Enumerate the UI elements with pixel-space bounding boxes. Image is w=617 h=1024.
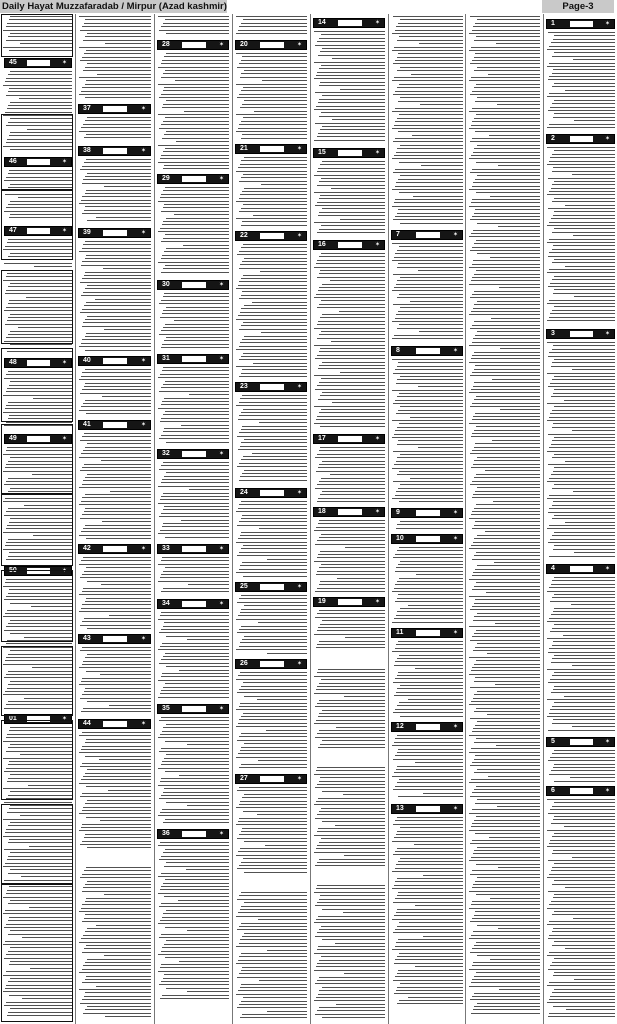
boxed-notice (1, 720, 73, 800)
newspaper-logo-icon: ✶ (374, 508, 380, 515)
newspaper-logo-icon: ✶ (296, 383, 302, 390)
header-white-box (182, 546, 206, 552)
notice-header (313, 240, 385, 250)
newspaper-logo-icon: ✶ (61, 227, 67, 234)
text-lines (157, 367, 229, 447)
text-lines (391, 547, 463, 626)
text-lines (235, 892, 307, 1022)
notice-header (391, 804, 463, 814)
notice-header (78, 719, 151, 729)
newspaper-logo-icon: ✶ (218, 281, 224, 288)
header-white-box (260, 42, 284, 48)
text-lines (546, 799, 615, 1022)
notice-number: 50 (9, 567, 17, 574)
notice-header (157, 544, 229, 554)
text-lines (157, 53, 229, 172)
notice-header (391, 346, 463, 356)
newspaper-logo-icon: ✶ (296, 145, 302, 152)
notice-number: 12 (396, 723, 404, 730)
text-lines (313, 669, 385, 752)
header-white-box (416, 232, 440, 238)
header-white-box (416, 630, 440, 636)
header-white-box (416, 510, 440, 516)
header-white-box (260, 490, 284, 496)
notice-number: 5 (551, 738, 555, 745)
notice-header (157, 704, 229, 714)
newspaper-logo-icon: ✶ (61, 715, 67, 722)
notice-header (391, 230, 463, 240)
text-lines (157, 612, 229, 702)
page-label: Page-3 (542, 0, 614, 13)
notice-number: 24 (240, 489, 248, 496)
text-lines (78, 557, 151, 632)
newspaper-logo-icon: ✶ (604, 135, 610, 142)
notice-header (313, 507, 385, 517)
column-rule (310, 14, 311, 1024)
header-white-box (338, 509, 362, 515)
header-white-box (182, 176, 206, 182)
text-lines (78, 16, 151, 102)
notice-header (157, 449, 229, 459)
text-lines (78, 433, 151, 542)
notice-number: 38 (83, 147, 91, 154)
notice-number: 22 (240, 232, 248, 239)
text-lines (546, 750, 615, 784)
text-lines (235, 16, 307, 38)
newspaper-logo-icon: ✶ (604, 330, 610, 337)
notice-number: 16 (318, 241, 326, 248)
newspaper-logo-icon: ✶ (452, 629, 458, 636)
text-lines (313, 520, 385, 595)
text-lines (391, 521, 463, 532)
text-lines (235, 501, 307, 580)
text-lines (78, 117, 151, 144)
header-white-box (338, 150, 362, 156)
newspaper-logo-icon: ✶ (604, 20, 610, 27)
notice-header (78, 420, 151, 430)
notice-number: 36 (162, 830, 170, 837)
header-white-box (260, 584, 284, 590)
header-white-box (182, 601, 206, 607)
header-white-box (182, 356, 206, 362)
boxed-notice (1, 884, 73, 1022)
notice-number: 11 (396, 629, 404, 636)
boxed-notice (1, 570, 73, 642)
newspaper-logo-icon: ✶ (218, 175, 224, 182)
boxed-notice (1, 190, 73, 260)
notice-number: 30 (162, 281, 170, 288)
header-white-box (570, 788, 593, 794)
header-white-box (103, 422, 127, 428)
column-8 (544, 14, 617, 1024)
column-rule (388, 14, 389, 1024)
notice-header (78, 544, 151, 554)
text-lines (235, 787, 307, 877)
notice-number: 18 (318, 508, 326, 515)
notice-number: 4 (551, 565, 555, 572)
notice-number: 49 (9, 435, 17, 442)
notice-number: 26 (240, 660, 248, 667)
notice-number: 13 (396, 805, 404, 812)
newspaper-logo-icon: ✶ (452, 805, 458, 812)
notice-header (546, 19, 615, 29)
newspaper-logo-icon: ✶ (218, 355, 224, 362)
column-4 (233, 14, 309, 1024)
header-white-box (260, 233, 284, 239)
column-2 (76, 14, 153, 1024)
boxed-notice (1, 646, 73, 716)
newspaper-logo-icon: ✶ (452, 347, 458, 354)
notice-number: 1 (551, 20, 555, 27)
notice-header (157, 40, 229, 50)
header-white-box (416, 724, 440, 730)
boxed-notice (1, 114, 73, 190)
notice-number: 20 (240, 41, 248, 48)
header-white-box (570, 739, 593, 745)
notice-number: 47 (9, 227, 17, 234)
notice-header (391, 628, 463, 638)
header-white-box (260, 384, 284, 390)
header-white-box (416, 348, 440, 354)
boxed-notice (1, 424, 73, 494)
newspaper-logo-icon: ✶ (452, 509, 458, 516)
column-5 (311, 14, 387, 1024)
header-white-box (27, 60, 49, 66)
notice-number: 3 (551, 330, 555, 337)
boxed-notice (1, 270, 73, 344)
text-lines (546, 342, 615, 562)
header-white-box (260, 776, 284, 782)
notice-number: 14 (318, 19, 326, 26)
notice-number: 32 (162, 450, 170, 457)
notice-header (235, 231, 307, 241)
text-lines (235, 595, 307, 657)
notice-header (391, 534, 463, 544)
newspaper-logo-icon: ✶ (296, 489, 302, 496)
text-lines (313, 447, 385, 505)
notice-number: 10 (396, 535, 404, 542)
text-lines (546, 147, 615, 327)
text-lines (78, 867, 151, 1022)
header-white-box (338, 242, 362, 248)
notice-number: 29 (162, 175, 170, 182)
notice-number: 21 (240, 145, 248, 152)
text-lines (391, 359, 463, 506)
header-white-box (103, 106, 127, 112)
header-white-box (103, 546, 127, 552)
notice-number: 25 (240, 583, 248, 590)
notice-number: 23 (240, 383, 248, 390)
text-lines (157, 462, 229, 542)
newspaper-logo-icon: ✶ (296, 775, 302, 782)
notice-number: 31 (162, 355, 170, 362)
newspaper-logo-icon: ✶ (61, 359, 67, 366)
newspaper-logo-icon: ✶ (218, 41, 224, 48)
text-lines (157, 1020, 229, 1022)
text-lines (313, 767, 385, 870)
newspaper-logo-icon: ✶ (218, 600, 224, 607)
notice-number: 6 (551, 787, 555, 794)
notice-header (546, 786, 615, 796)
newspaper-logo-icon: ✶ (218, 830, 224, 837)
newspaper-logo-icon: ✶ (61, 59, 67, 66)
notice-number: 41 (83, 421, 91, 428)
notice-header (157, 829, 229, 839)
notice-number: 48 (9, 359, 17, 366)
column-rule (232, 14, 233, 1024)
text-lines (235, 395, 307, 486)
notice-number: 45 (9, 59, 17, 66)
notice-header (313, 18, 385, 28)
text-lines (391, 16, 463, 228)
text-lines (235, 244, 307, 380)
notice-header (157, 599, 229, 609)
newspaper-logo-icon: ✶ (296, 660, 302, 667)
boxed-notice (1, 348, 73, 422)
text-lines (313, 253, 385, 432)
notice-number: 44 (83, 720, 91, 727)
text-lines (157, 717, 229, 827)
column-rule (75, 14, 76, 1024)
newspaper-logo-icon: ✶ (61, 435, 67, 442)
header-white-box (182, 282, 206, 288)
notice-header (235, 40, 307, 50)
header-white-box (338, 599, 362, 605)
header-white-box (103, 230, 127, 236)
header-white-box (570, 566, 593, 572)
text-lines (313, 885, 385, 1022)
header-white-box (570, 21, 593, 27)
column-1 (0, 14, 74, 1024)
header-white-box (182, 451, 206, 457)
notice-header (78, 634, 151, 644)
notice-number: 35 (162, 705, 170, 712)
newspaper-logo-icon: ✶ (140, 720, 146, 727)
text-lines (157, 16, 229, 38)
column-rule (543, 14, 544, 1024)
newspaper-logo-icon: ✶ (452, 723, 458, 730)
notice-number: 19 (318, 598, 326, 605)
text-lines (546, 32, 615, 132)
notice-header (78, 356, 151, 366)
notice-header (391, 508, 463, 518)
notice-header (78, 146, 151, 156)
header-white-box (338, 436, 362, 442)
notice-number: 46 (9, 158, 17, 165)
notice-header (235, 382, 307, 392)
notice-number: 8 (396, 347, 400, 354)
notice-number: 2 (551, 135, 555, 142)
newspaper-logo-icon: ✶ (374, 598, 380, 605)
text-lines (78, 647, 151, 717)
newspaper-logo-icon: ✶ (452, 231, 458, 238)
notice-header (313, 597, 385, 607)
newspaper-logo-icon: ✶ (140, 421, 146, 428)
notice-header (546, 564, 615, 574)
newspaper-logo-icon: ✶ (374, 241, 380, 248)
text-lines (546, 577, 615, 735)
column-rule (154, 14, 155, 1024)
newspaper-logo-icon: ✶ (140, 635, 146, 642)
header-white-box (260, 661, 284, 667)
column-7 (466, 14, 542, 1024)
newspaper-logo-icon: ✶ (61, 158, 67, 165)
text-lines (468, 16, 540, 1022)
header-white-box (103, 636, 127, 642)
notice-number: 28 (162, 41, 170, 48)
notice-header (546, 134, 615, 144)
header-white-box (570, 136, 593, 142)
notice-header (546, 737, 615, 747)
newspaper-logo-icon: ✶ (218, 545, 224, 552)
notice-header (78, 228, 151, 238)
notice-number: 15 (318, 149, 326, 156)
newspaper-logo-icon: ✶ (374, 19, 380, 26)
notice-header (235, 774, 307, 784)
notice-header (157, 174, 229, 184)
text-lines (157, 842, 229, 1005)
newspaper-logo-icon: ✶ (604, 565, 610, 572)
newspaper-logo-icon: ✶ (296, 41, 302, 48)
newspaper-logo-icon: ✶ (296, 583, 302, 590)
text-lines (235, 157, 307, 229)
notice-number: 34 (162, 600, 170, 607)
header-white-box (570, 331, 593, 337)
header-white-box (182, 706, 206, 712)
classified-columns (0, 14, 617, 1024)
header-white-box (416, 806, 440, 812)
notice-number: 7 (396, 231, 400, 238)
column-rule (465, 14, 466, 1024)
masthead-title: Daily Hayat Muzzafaradab / Mirpur (Azad kashmir) (2, 1, 227, 12)
text-lines (78, 369, 151, 418)
header-white-box (103, 721, 127, 727)
notice-number: 17 (318, 435, 326, 442)
column-3 (155, 14, 231, 1024)
header-white-box (182, 42, 206, 48)
text-lines (235, 53, 307, 142)
notice-header (546, 329, 615, 339)
notice-header (157, 354, 229, 364)
notice-number: 39 (83, 229, 91, 236)
text-lines (391, 817, 463, 1010)
newspaper-logo-icon: ✶ (140, 229, 146, 236)
notice-number: 33 (162, 545, 170, 552)
newspaper-logo-icon: ✶ (296, 232, 302, 239)
notice-header (235, 144, 307, 154)
notice-number: 42 (83, 545, 91, 552)
header-white-box (182, 831, 206, 837)
newspaper-logo-icon: ✶ (140, 357, 146, 364)
notice-number: 37 (83, 105, 91, 112)
notice-header (235, 582, 307, 592)
text-lines (313, 610, 385, 654)
newspaper-logo-icon: ✶ (604, 738, 610, 745)
notice-number: 9 (396, 509, 400, 516)
notice-header (235, 488, 307, 498)
notice-header (313, 434, 385, 444)
newspaper-logo-icon: ✶ (374, 149, 380, 156)
newspaper-logo-icon: ✶ (374, 435, 380, 442)
text-lines (313, 31, 385, 146)
newspaper-logo-icon: ✶ (218, 705, 224, 712)
text-lines (391, 735, 463, 802)
notice-number: 43 (83, 635, 91, 642)
text-lines (235, 672, 307, 772)
newspaper-logo-icon: ✶ (604, 787, 610, 794)
text-lines (78, 732, 151, 852)
newspaper-logo-icon: ✶ (452, 535, 458, 542)
text-lines (157, 557, 229, 597)
notice-header (4, 58, 72, 68)
boxed-notice (1, 804, 73, 884)
newspaper-logo-icon: ✶ (140, 545, 146, 552)
header-white-box (260, 146, 284, 152)
notice-number: 27 (240, 775, 248, 782)
text-lines (313, 161, 385, 238)
notice-header (78, 104, 151, 114)
text-lines (391, 641, 463, 720)
text-lines (157, 187, 229, 278)
boxed-notice (1, 494, 73, 566)
header-white-box (103, 358, 127, 364)
newspaper-logo-icon: ✶ (140, 147, 146, 154)
text-lines (78, 241, 151, 354)
notice-number: 40 (83, 357, 91, 364)
notice-header (157, 280, 229, 290)
notice-number: 01 (9, 715, 17, 722)
text-lines (546, 16, 615, 17)
newspaper-logo-icon: ✶ (218, 450, 224, 457)
column-6 (389, 14, 465, 1024)
newspaper-logo-icon: ✶ (140, 105, 146, 112)
header-white-box (416, 536, 440, 542)
notice-header (391, 722, 463, 732)
text-lines (78, 159, 151, 226)
text-lines (391, 243, 463, 344)
newspaper-logo-icon: ✶ (61, 567, 67, 574)
notice-header (313, 148, 385, 158)
header-white-box (103, 148, 127, 154)
text-lines (157, 293, 229, 352)
boxed-notice (1, 14, 73, 57)
header-white-box (338, 20, 362, 26)
notice-header (235, 659, 307, 669)
